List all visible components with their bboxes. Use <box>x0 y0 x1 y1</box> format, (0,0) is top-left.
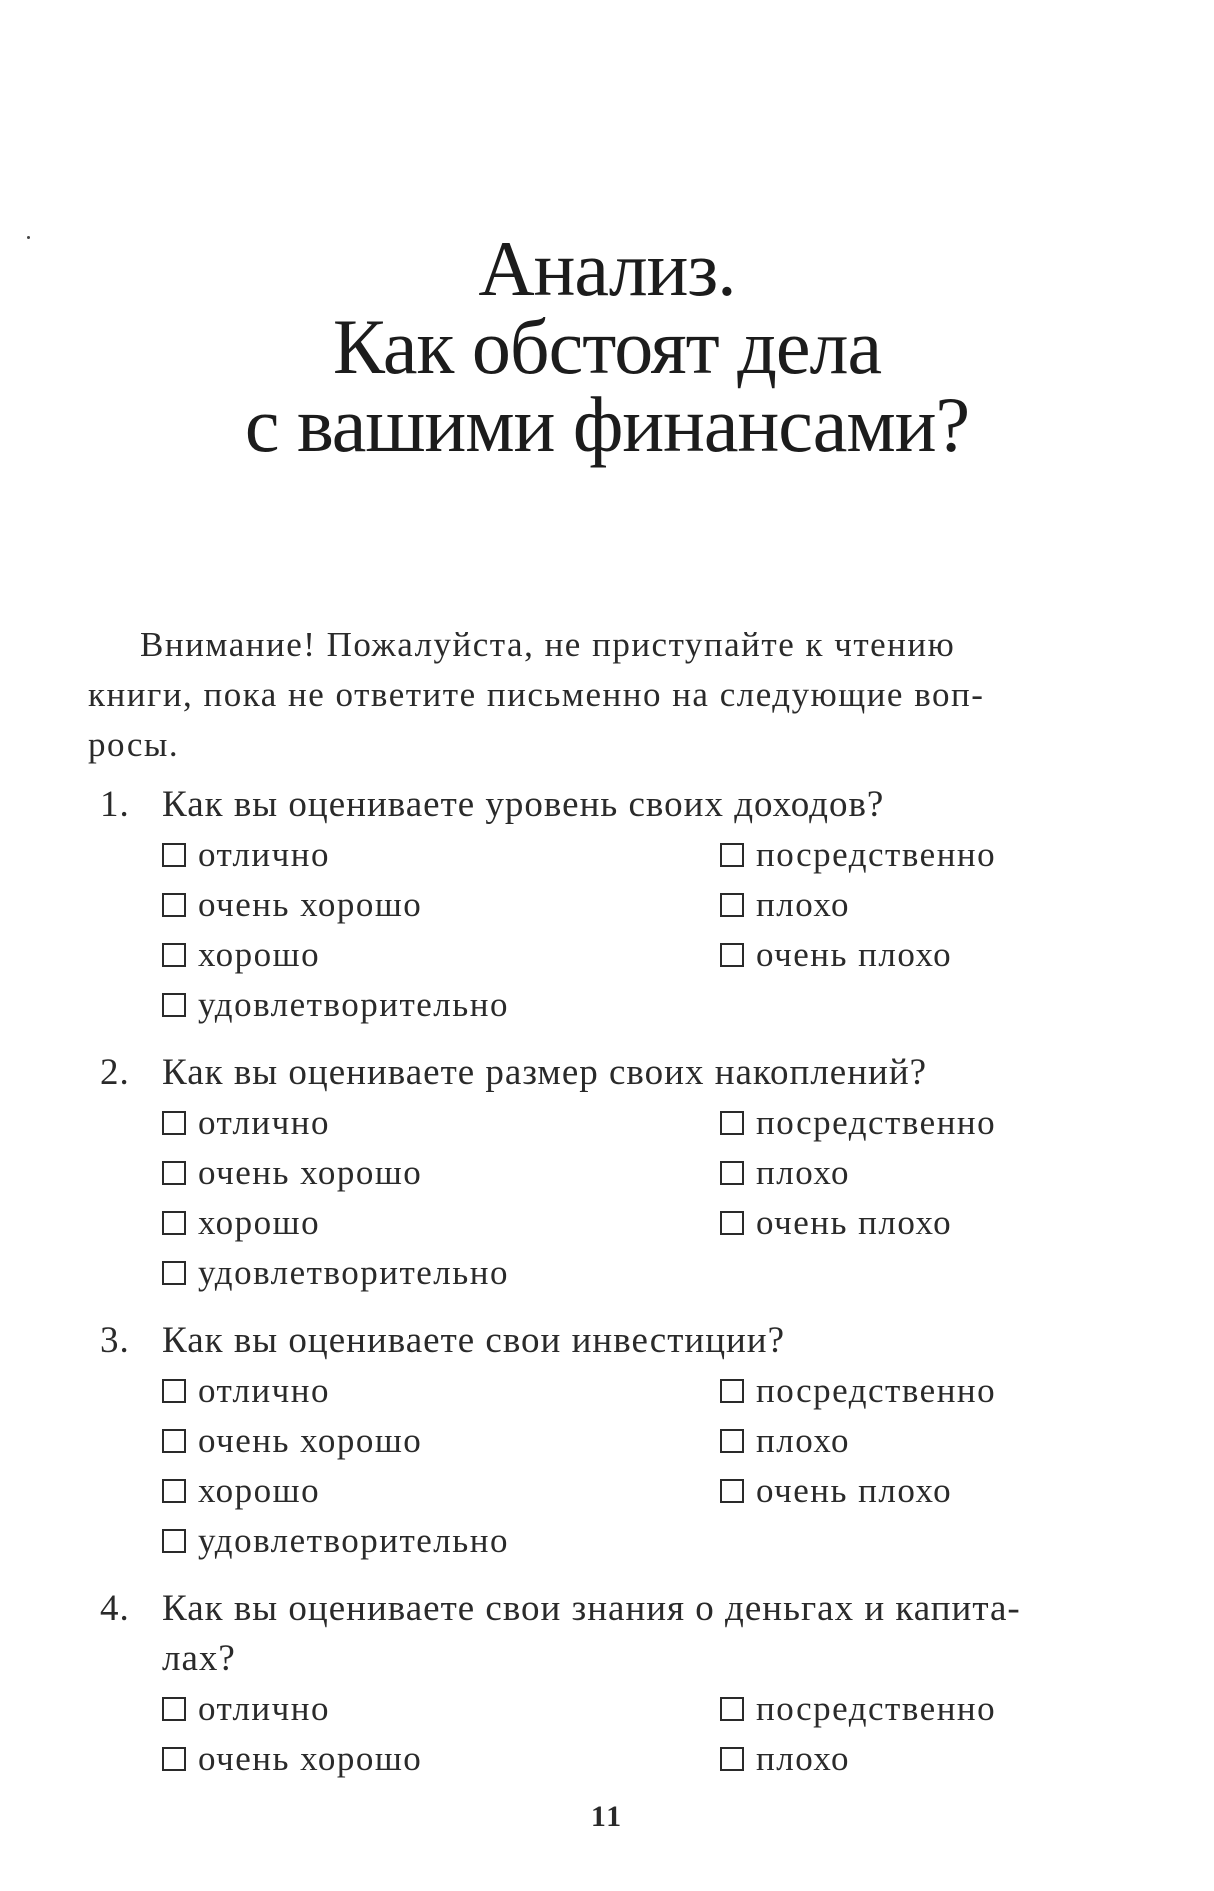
checkbox-icon[interactable] <box>162 1211 186 1235</box>
answer-option[interactable]: посредственно <box>720 1366 1100 1416</box>
checkbox-icon[interactable] <box>720 1697 744 1721</box>
checkbox-icon[interactable] <box>720 1429 744 1453</box>
answer-option[interactable]: отлично <box>162 830 720 880</box>
answer-option[interactable]: очень хорошо <box>162 1416 720 1466</box>
checkbox-icon[interactable] <box>162 1161 186 1185</box>
intro-line: Внимание! Пожалуйста, не приступайте к чтению <box>140 625 956 664</box>
answer-option[interactable]: отлично <box>162 1098 720 1148</box>
checkbox-icon[interactable] <box>720 1747 744 1771</box>
checkbox-icon[interactable] <box>162 1111 186 1135</box>
answer-option[interactable]: очень плохо <box>720 930 1100 980</box>
answer-option[interactable]: плохо <box>720 880 1100 930</box>
question-number: 3. <box>100 1320 130 1361</box>
title-line: с вашими финансами? <box>244 381 970 468</box>
answer-option[interactable]: очень плохо <box>720 1198 1100 1248</box>
checkbox-icon[interactable] <box>162 943 186 967</box>
answer-option[interactable]: хорошо <box>162 930 720 980</box>
answer-option[interactable]: очень хорошо <box>162 1148 720 1198</box>
answer-option[interactable]: очень хорошо <box>162 1734 720 1784</box>
answer-option[interactable]: отлично <box>162 1684 720 1734</box>
checkbox-icon[interactable] <box>162 843 186 867</box>
answer-option[interactable]: хорошо <box>162 1466 720 1516</box>
answer-option[interactable]: отлично <box>162 1366 720 1416</box>
question-1 <box>100 780 1120 1030</box>
title-line: Анализ. <box>478 225 736 312</box>
answer-option[interactable]: очень плохо <box>720 1466 1100 1516</box>
answer-option[interactable]: очень хорошо <box>162 880 720 930</box>
question-2 <box>100 1048 1120 1298</box>
checkbox-icon[interactable] <box>162 1379 186 1403</box>
checkbox-icon[interactable] <box>162 1429 186 1453</box>
title-line: Как обстоят дела <box>332 303 882 390</box>
answer-options <box>162 830 1120 1030</box>
checkbox-icon[interactable] <box>162 1479 186 1503</box>
page-number: 11 <box>590 1800 624 1833</box>
answer-option[interactable]: посредственно <box>720 1684 1100 1734</box>
checkbox-icon[interactable] <box>162 1261 186 1285</box>
question-number: 2. <box>100 1052 130 1093</box>
answer-option[interactable]: посредственно <box>720 830 1100 880</box>
question-4 <box>100 1584 1120 1784</box>
checkbox-icon[interactable] <box>720 1161 744 1185</box>
checkbox-icon[interactable] <box>720 843 744 867</box>
answer-options <box>162 1098 1120 1298</box>
question-number: 4. <box>100 1588 130 1629</box>
answer-option[interactable]: плохо <box>720 1734 1100 1784</box>
answer-option[interactable]: плохо <box>720 1416 1100 1466</box>
intro-line: книги, пока не ответите письменно на следующие воп- <box>88 675 985 714</box>
checkbox-icon[interactable] <box>162 1529 186 1553</box>
answer-option[interactable]: посредственно <box>720 1098 1100 1148</box>
answer-options <box>162 1366 1120 1566</box>
answer-option[interactable]: удовлетворительно <box>162 1516 720 1566</box>
question-3 <box>100 1316 1120 1566</box>
intro-line: росы. <box>88 725 180 764</box>
question-number: 1. <box>100 784 130 825</box>
checkbox-icon[interactable] <box>162 1747 186 1771</box>
checkbox-icon[interactable] <box>162 993 186 1017</box>
answer-option[interactable]: хорошо <box>162 1198 720 1248</box>
question-text: Как вы оцениваете свои инвестиции? <box>162 1320 786 1361</box>
intro-paragraph <box>88 620 1118 770</box>
page-title <box>0 225 1214 468</box>
question-text: Как вы оцениваете свои знания о деньгах и капита- лах? <box>162 1588 1021 1679</box>
question-text: Как вы оцениваете уровень своих доходов? <box>162 784 885 825</box>
questionnaire <box>100 780 1120 1802</box>
checkbox-icon[interactable] <box>720 893 744 917</box>
answer-options <box>162 1684 1120 1784</box>
answer-option[interactable]: удовлетворительно <box>162 980 720 1030</box>
checkbox-icon[interactable] <box>720 943 744 967</box>
checkbox-icon[interactable] <box>720 1111 744 1135</box>
checkbox-icon[interactable] <box>162 1697 186 1721</box>
checkbox-icon[interactable] <box>720 1379 744 1403</box>
answer-option[interactable]: плохо <box>720 1148 1100 1198</box>
checkbox-icon[interactable] <box>162 893 186 917</box>
checkbox-icon[interactable] <box>720 1211 744 1235</box>
checkbox-icon[interactable] <box>720 1479 744 1503</box>
answer-option[interactable]: удовлетворительно <box>162 1248 720 1298</box>
question-text: Как вы оцениваете размер своих накоплений? <box>162 1052 928 1093</box>
